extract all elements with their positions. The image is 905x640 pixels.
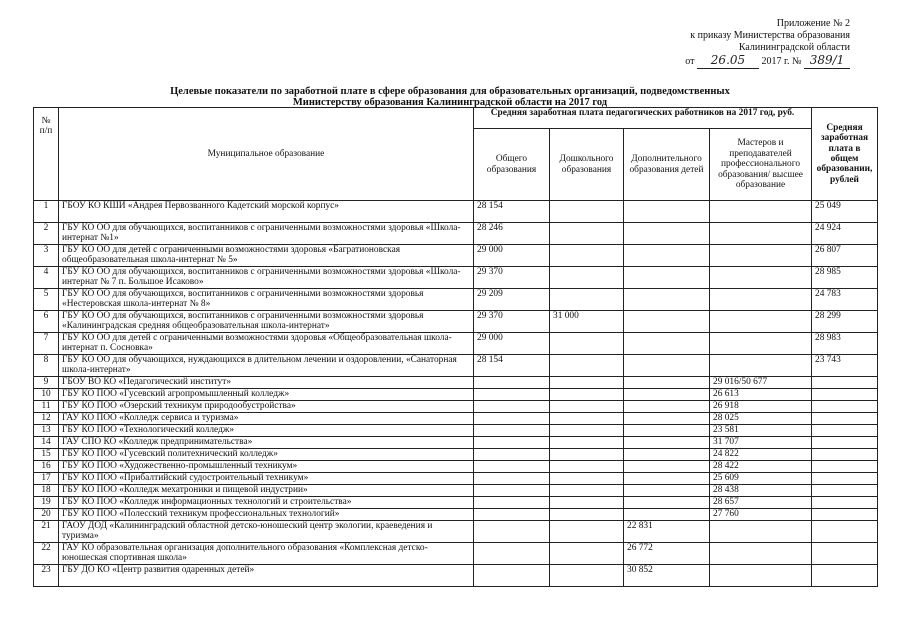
table-row (34, 355, 878, 377)
row-masters: 23 581 (710, 425, 812, 437)
document-title (90, 86, 810, 108)
header-preschool: Дошкольного образования (550, 129, 624, 201)
handwritten-number: 389/1 (809, 53, 845, 67)
row-preschool (550, 333, 624, 355)
row-general: 28 154 (474, 355, 550, 377)
row-number: 4 (34, 267, 59, 289)
row-general: 29 000 (474, 333, 550, 355)
row-number: 7 (34, 333, 59, 355)
row-masters (710, 355, 812, 377)
row-preschool (550, 543, 624, 565)
row-number: 12 (34, 413, 59, 425)
title-line-1: Целевые показатели по заработной плате в сфере образования для образовательных организаций, подведомственных (170, 86, 730, 97)
row-additional (624, 245, 710, 267)
table-row (34, 485, 878, 497)
row-general: 28 246 (474, 223, 550, 245)
row-masters: 25 609 (710, 473, 812, 485)
row-general (474, 473, 550, 485)
row-preschool: 31 000 (550, 311, 624, 333)
row-organization: ГБУ КО ОО для обучающихся, воспитанников с ограниченными возможностями здоровья «Нестеровская школа-интернат № 8» (59, 289, 474, 311)
row-number: 10 (34, 389, 59, 401)
table-row (34, 311, 878, 333)
row-additional (624, 333, 710, 355)
row-average (812, 377, 878, 389)
row-general (474, 521, 550, 543)
row-masters: 24 822 (710, 449, 812, 461)
row-general: 29 000 (474, 245, 550, 267)
row-organization: ГБОУ КО КШИ «Андрея Первозванного Кадетский морской корпус» (59, 201, 474, 223)
row-average (812, 401, 878, 413)
row-organization: ГБУ ДО КО «Центр развития одаренных детей» (59, 565, 474, 587)
header-municipality: Муниципальное образование (59, 108, 474, 201)
row-organization: ГБУ КО ОО для детей с ограниченными возможностями здоровья «Общеобразовательная школа-интернат п. Сосновка» (59, 333, 474, 355)
row-number: 5 (34, 289, 59, 311)
row-additional (624, 485, 710, 497)
salary-table (33, 107, 878, 587)
row-organization: ГБУ КО ПОО «Полесский техникум профессиональных технологий» (59, 509, 474, 521)
row-preschool (550, 521, 624, 543)
row-additional (624, 413, 710, 425)
table-row (34, 437, 878, 449)
row-number: 16 (34, 461, 59, 473)
row-organization: ГБУ КО ПОО «Технологический колледж» (59, 425, 474, 437)
table-row (34, 333, 878, 355)
table-body (34, 201, 878, 587)
row-number: 14 (34, 437, 59, 449)
row-number: 13 (34, 425, 59, 437)
row-organization: ГБУ КО ОО для обучающихся, воспитанников с ограниченными возможностями здоровья «Школа-интернат №1» (59, 223, 474, 245)
table-row (34, 461, 878, 473)
row-average (812, 521, 878, 543)
row-general: 29 370 (474, 267, 550, 289)
row-organization: ГАУ КО образовательная организация дополнительного образования «Комплексная детско-юношеская спортивная школа» (59, 543, 474, 565)
row-organization: ГБУ КО ОО для детей с ограниченными возможностями здоровья «Багратионовская общеобразовательная школа-интернат № 5» (59, 245, 474, 267)
row-additional (624, 437, 710, 449)
row-masters (710, 201, 812, 223)
appendix-block (590, 18, 850, 69)
row-additional (624, 377, 710, 389)
row-masters (710, 267, 812, 289)
row-average: 24 924 (812, 223, 878, 245)
row-organization: ГБУ КО ПОО «Гусевский агропромышленный колледж» (59, 389, 474, 401)
title-line-2: Министерству образования Калининградской области на 2017 год (292, 97, 608, 108)
row-preschool (550, 413, 624, 425)
handwritten-date: 26.05 (710, 53, 746, 67)
table-row (34, 389, 878, 401)
row-average (812, 413, 878, 425)
row-number: 15 (34, 449, 59, 461)
row-masters (710, 311, 812, 333)
row-number: 23 (34, 565, 59, 587)
row-organization: ГАУ СПО КО «Колледж предпринимательства» (59, 437, 474, 449)
row-masters: 28 438 (710, 485, 812, 497)
row-general (474, 565, 550, 587)
row-general (474, 485, 550, 497)
row-number: 8 (34, 355, 59, 377)
row-additional: 30 852 (624, 565, 710, 587)
table-row (34, 245, 878, 267)
row-preschool (550, 355, 624, 377)
row-additional: 26 772 (624, 543, 710, 565)
row-organization: ГАУ КО ПОО «Колледж сервиса и туризма» (59, 413, 474, 425)
row-average (812, 449, 878, 461)
row-preschool (550, 201, 624, 223)
row-masters (710, 245, 812, 267)
table-row (34, 425, 878, 437)
row-additional (624, 311, 710, 333)
row-number: 22 (34, 543, 59, 565)
table-row (34, 473, 878, 485)
row-masters: 28 025 (710, 413, 812, 425)
row-organization: ГБУ КО ОО для обучающихся, нуждающихся в длительном лечении и оздоровлении, «Санаторная школа-интернат» (59, 355, 474, 377)
row-general: 28 154 (474, 201, 550, 223)
row-additional (624, 461, 710, 473)
row-masters (710, 543, 812, 565)
row-additional (624, 223, 710, 245)
row-preschool (550, 565, 624, 587)
row-additional (624, 509, 710, 521)
header-salary-group: Средняя заработная плата педагогических работников на 2017 год, руб. (474, 108, 812, 129)
row-additional (624, 401, 710, 413)
appendix-line-1: Приложение № 2 (776, 18, 850, 29)
table-row (34, 497, 878, 509)
row-organization: ГБУ КО ОО для обучающихся, воспитанников с ограниченными возможностями здоровья «Калининградская средняя общеобразовательная школа-интернат» (59, 311, 474, 333)
row-general: 29 209 (474, 289, 550, 311)
header-additional: Дополнительного образования детей (624, 129, 710, 201)
row-average: 28 299 (812, 311, 878, 333)
row-number: 19 (34, 497, 59, 509)
row-average: 25 049 (812, 201, 878, 223)
header-masters: Мастеров и преподавателей профессионального образования/ высшее образование (710, 129, 812, 201)
table-row (34, 413, 878, 425)
row-average: 23 743 (812, 355, 878, 377)
row-number: 3 (34, 245, 59, 267)
row-additional (624, 355, 710, 377)
table-row (34, 449, 878, 461)
table-row (34, 521, 878, 543)
row-general (474, 425, 550, 437)
table-row (34, 223, 878, 245)
row-organization: ГБУ КО ПОО «Озерский техникум природообустройства» (59, 401, 474, 413)
row-preschool (550, 509, 624, 521)
row-organization: ГБУ КО ПОО «Художественно-промышленный техникум» (59, 461, 474, 473)
row-organization: ГБОУ ВО КО «Педагогический институт» (59, 377, 474, 389)
row-masters: 31 707 (710, 437, 812, 449)
row-masters (710, 289, 812, 311)
table-row (34, 377, 878, 389)
appendix-line-3: Калининградской области (738, 42, 850, 53)
header-average: Средняя заработная плата в общем образовании, рублей (812, 108, 878, 201)
row-average (812, 437, 878, 449)
row-organization: ГБУ КО ПОО «Колледж мехатроники и пищевой индустрии» (59, 485, 474, 497)
row-preschool (550, 389, 624, 401)
row-preschool (550, 485, 624, 497)
row-additional (624, 201, 710, 223)
row-masters: 28 422 (710, 461, 812, 473)
row-number: 11 (34, 401, 59, 413)
row-masters (710, 521, 812, 543)
row-additional (624, 289, 710, 311)
row-preschool (550, 437, 624, 449)
row-additional (624, 267, 710, 289)
row-organization: ГБУ КО ОО для обучающихся, воспитанников с ограниченными возможностями здоровья «Школа-интернат № 7 п. Большое Исаково» (59, 267, 474, 289)
row-preschool (550, 425, 624, 437)
row-preschool (550, 461, 624, 473)
row-masters: 26 613 (710, 389, 812, 401)
row-number: 2 (34, 223, 59, 245)
row-masters (710, 223, 812, 245)
from-label: от (685, 56, 695, 67)
table-row (34, 565, 878, 587)
row-general (474, 497, 550, 509)
row-average: 28 985 (812, 267, 878, 289)
appendix-line-2: к приказу Министерства образования (690, 30, 850, 41)
row-masters: 27 760 (710, 509, 812, 521)
row-average: 24 783 (812, 289, 878, 311)
row-average (812, 497, 878, 509)
row-additional: 22 831 (624, 521, 710, 543)
row-number: 9 (34, 377, 59, 389)
row-organization: ГАОУ ДОД «Калининградский областной детско-юношеский центр экологии, краеведения и туризма» (59, 521, 474, 543)
row-average (812, 425, 878, 437)
table-row (34, 201, 878, 223)
row-average (812, 389, 878, 401)
table-row (34, 267, 878, 289)
row-number: 17 (34, 473, 59, 485)
row-preschool (550, 497, 624, 509)
row-general (474, 437, 550, 449)
row-additional (624, 497, 710, 509)
row-average (812, 543, 878, 565)
row-preschool (550, 401, 624, 413)
row-average (812, 509, 878, 521)
table-row (34, 289, 878, 311)
row-average (812, 485, 878, 497)
row-number: 6 (34, 311, 59, 333)
row-average (812, 565, 878, 587)
row-masters: 28 657 (710, 497, 812, 509)
row-general (474, 509, 550, 521)
row-general (474, 413, 550, 425)
row-general (474, 461, 550, 473)
row-preschool (550, 223, 624, 245)
year-label: 2017 г. № (761, 56, 802, 67)
appendix-date-line (590, 54, 850, 69)
row-number: 1 (34, 201, 59, 223)
row-general: 29 370 (474, 311, 550, 333)
row-preschool (550, 245, 624, 267)
row-number: 18 (34, 485, 59, 497)
row-organization: ГБУ КО ПОО «Гусевский политехнический колледж» (59, 449, 474, 461)
table-row (34, 401, 878, 413)
row-masters (710, 565, 812, 587)
row-masters (710, 333, 812, 355)
row-organization: ГБУ КО ПОО «Прибалтийский судостроительный техникум» (59, 473, 474, 485)
row-masters: 26 918 (710, 401, 812, 413)
row-general (474, 401, 550, 413)
table-row (34, 509, 878, 521)
row-number: 20 (34, 509, 59, 521)
row-additional (624, 473, 710, 485)
row-general (474, 389, 550, 401)
row-average: 28 983 (812, 333, 878, 355)
row-average: 26 807 (812, 245, 878, 267)
row-additional (624, 425, 710, 437)
row-average (812, 473, 878, 485)
row-organization: ГБУ КО ПОО «Колледж информационных технологий и строительства» (59, 497, 474, 509)
row-preschool (550, 377, 624, 389)
row-preschool (550, 449, 624, 461)
row-masters: 29 016/50 677 (710, 377, 812, 389)
row-preschool (550, 267, 624, 289)
row-preschool (550, 473, 624, 485)
row-average (812, 461, 878, 473)
header-general: Общего образования (474, 129, 550, 201)
table-row (34, 543, 878, 565)
row-additional (624, 449, 710, 461)
row-number: 21 (34, 521, 59, 543)
row-general (474, 543, 550, 565)
row-additional (624, 389, 710, 401)
row-general (474, 449, 550, 461)
row-general (474, 377, 550, 389)
row-preschool (550, 289, 624, 311)
header-num: № п/п (34, 108, 59, 201)
